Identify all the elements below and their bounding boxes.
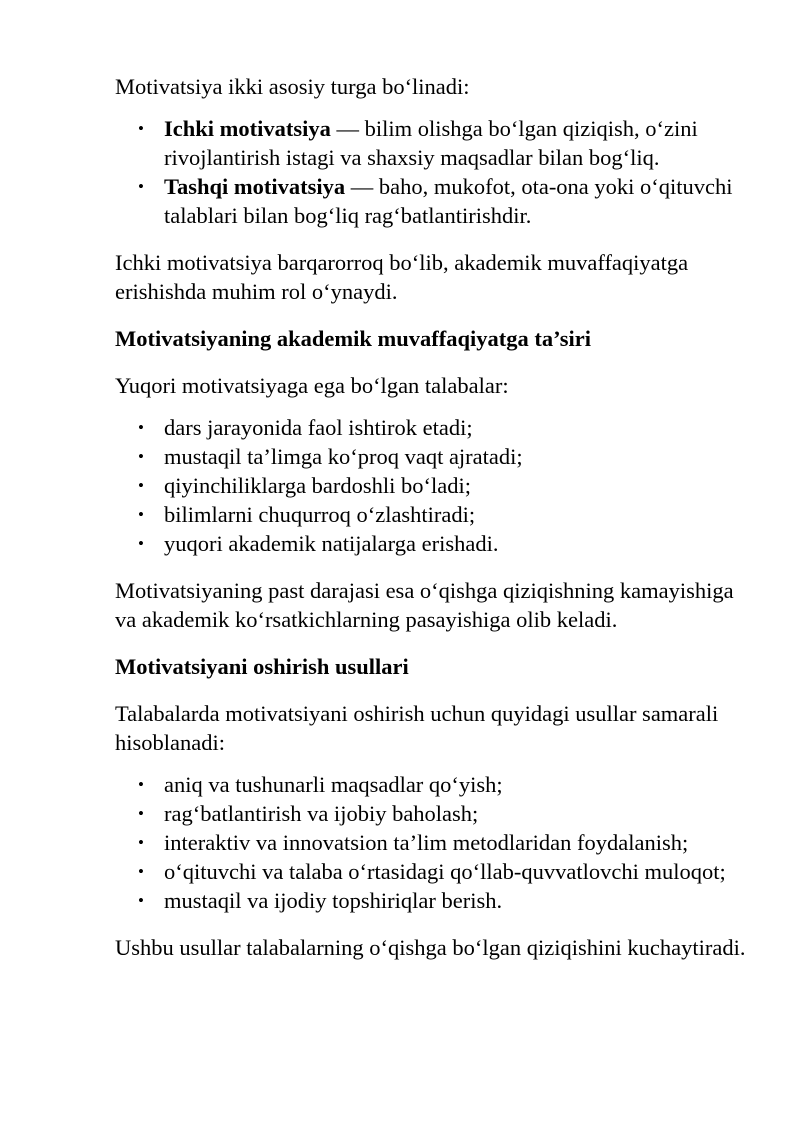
motivation-types-list <box>115 114 755 230</box>
list-item: • aniq va tushunarli maqsadlar qo‘yish; <box>115 770 755 799</box>
list-item: • interaktiv va innovatsion ta’lim metodlaridan foydalanish; <box>115 828 755 857</box>
methods-list <box>115 770 755 915</box>
list-item-description: — baho, mukofot, ota-ona yoki o‘qituvchi talablari bilan bog‘liq rag‘batlantirishdir. <box>164 174 733 228</box>
list-item: • rag‘batlantirish va ijobiy baholash; <box>115 799 755 828</box>
low-motivation-paragraph: Motivatsiyaning past darajasi esa o‘qishga qiziqishning kamayishiga va akademik ko‘rsatkichlarning pasayishiga olib keladi. <box>115 578 734 632</box>
intrinsic-motivation-paragraph: Ichki motivatsiya barqarorroq bo‘lib, akademik muvaffaqiyatga erishishda muhim rol o‘ynaydi. <box>115 250 689 304</box>
section-heading-academic-impact: Motivatsiyaning akademik muvaffaqiyatga ta’siri <box>115 326 592 351</box>
list-item: • dars jarayonida faol ishtirok etadi; <box>115 413 755 442</box>
list-item: • yuqori akademik natijalarga erishadi. <box>115 529 755 558</box>
intro-paragraph: Motivatsiya ikki asosiy turga bo‘linadi: <box>115 74 470 99</box>
list-item-term: Tashqi motivatsiya <box>164 174 346 199</box>
list-item-description: — bilim olishga bo‘lgan qiziqish, o‘zini rivojlantirish istagi va shaxsiy maqsadlar bilan bog‘liq. <box>164 116 698 170</box>
section-heading-methods: Motivatsiyani oshirish usullari <box>115 654 409 679</box>
list-item <box>115 114 755 172</box>
high-motivation-list <box>115 413 755 558</box>
high-motivation-lead: Yuqori motivatsiyaga ega bo‘lgan talabalar: <box>115 373 509 398</box>
list-item: • bilimlarni chuqurroq o‘zlashtiradi; <box>115 500 755 529</box>
conclusion-paragraph: Ushbu usullar talabalarning o‘qishga bo‘lgan qiziqishini kuchaytiradi. <box>115 935 746 960</box>
list-item: • mustaqil ta’limga ko‘proq vaqt ajratadi; <box>115 442 755 471</box>
methods-lead: Talabalarda motivatsiyani oshirish uchun quyidagi usullar samarali hisoblanadi: <box>115 701 719 755</box>
list-item-term: Ichki motivatsiya <box>164 116 331 141</box>
list-item: • mustaqil va ijodiy topshiriqlar berish. <box>115 886 755 915</box>
list-item: • o‘qituvchi va talaba o‘rtasidagi qo‘llab-quvvatlovchi muloqot; <box>115 857 755 886</box>
list-item: • qiyinchiliklarga bardoshli bo‘ladi; <box>115 471 755 500</box>
list-item <box>115 172 755 230</box>
document-page <box>115 72 755 962</box>
